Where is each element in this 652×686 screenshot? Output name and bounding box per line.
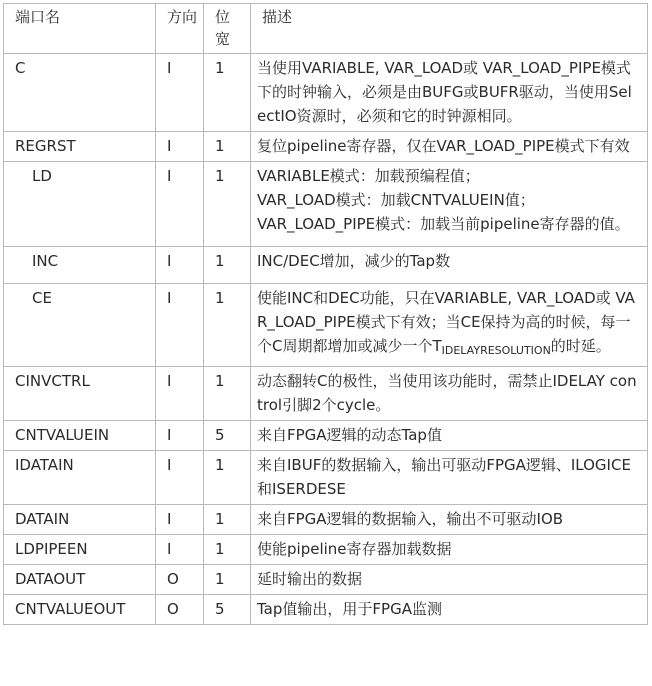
port-direction: I (156, 54, 204, 132)
table-row (4, 132, 648, 162)
description-text: 使能INC和DEC功能，只在VARIABLE, VAR_LOAD或 VAR_LOAD_PIPE模式下有效；当CE保持为高的时候，每一个C周期都增加或减少一个T (257, 289, 635, 355)
port-direction: I (156, 162, 204, 247)
port-description (251, 162, 648, 247)
port-width: 1 (204, 247, 251, 284)
port-table (3, 3, 648, 625)
header-description: 描述 (251, 4, 648, 54)
description-text: INC/DEC增加，减少的Tap数 (257, 252, 451, 270)
port-width: 1 (204, 162, 251, 247)
table-row (4, 535, 648, 565)
port-name: CNTVALUEIN (4, 421, 156, 451)
description-subscript: IDELAYRESOLUTION (441, 344, 551, 357)
port-width: 1 (204, 54, 251, 132)
port-direction: I (156, 451, 204, 505)
table-row (4, 162, 648, 247)
port-description: 动态翻转C的极性，当使用该功能时，需禁止IDELAY control引脚2个cycle。 (251, 367, 648, 421)
port-direction: I (156, 505, 204, 535)
port-name: LD (4, 162, 156, 247)
port-width: 1 (204, 367, 251, 421)
table-row (4, 451, 648, 505)
header-direction: 方向 (156, 4, 204, 54)
port-description: Tap值输出，用于FPGA监测 (251, 595, 648, 625)
table-row (4, 54, 648, 132)
port-direction: I (156, 284, 204, 367)
description-text: 的时延。 (550, 337, 611, 355)
port-description: 当使用VARIABLE, VAR_LOAD或 VAR_LOAD_PIPE模式下的时钟输入，必须是由BUFG或BUFR驱动，当使用SelectIO资源时，必须和它的时钟源相同。 (251, 54, 648, 132)
port-direction: I (156, 367, 204, 421)
port-name: CE (4, 284, 156, 367)
port-description: 延时输出的数据 (251, 565, 648, 595)
table-row (4, 421, 648, 451)
header-row (4, 4, 648, 54)
port-direction: I (156, 132, 204, 162)
table-row (4, 565, 648, 595)
port-name: INC (4, 247, 156, 284)
port-width: 5 (204, 595, 251, 625)
description-line: VARIABLE模式：加载预编程值； (257, 167, 480, 185)
port-name: DATAIN (4, 505, 156, 535)
header-port-name: 端口名 (4, 4, 156, 54)
port-description: 来自FPGA逻辑的动态Tap值 (251, 421, 648, 451)
table-row (4, 247, 648, 284)
port-width: 1 (204, 535, 251, 565)
header-width: 位宽 (204, 4, 251, 54)
port-direction: O (156, 565, 204, 595)
table-row (4, 284, 648, 367)
description-line: VAR_LOAD模式：加载CNTVALUEIN值； (257, 191, 535, 209)
port-name: REGRST (4, 132, 156, 162)
port-description: 来自FPGA逻辑的数据输入，输出不可驱动IOB (251, 505, 648, 535)
port-name: C (4, 54, 156, 132)
port-name: DATAOUT (4, 565, 156, 595)
port-name: CNTVALUEOUT (4, 595, 156, 625)
port-width: 1 (204, 284, 251, 367)
port-name: LDPIPEEN (4, 535, 156, 565)
port-description: 复位pipeline寄存器，仅在VAR_LOAD_PIPE模式下有效 (251, 132, 648, 162)
table-row (4, 505, 648, 535)
port-direction: I (156, 535, 204, 565)
port-name: IDATAIN (4, 451, 156, 505)
port-width: 1 (204, 451, 251, 505)
port-width: 1 (204, 132, 251, 162)
port-width: 1 (204, 565, 251, 595)
port-description (251, 284, 648, 367)
port-width: 5 (204, 421, 251, 451)
table-row (4, 595, 648, 625)
port-direction: I (156, 247, 204, 284)
port-description: 来自IBUF的数据输入，输出可驱动FPGA逻辑、ILOGICE和ISERDESE (251, 451, 648, 505)
port-description: 使能pipeline寄存器加载数据 (251, 535, 648, 565)
table-row (4, 367, 648, 421)
port-name: CINVCTRL (4, 367, 156, 421)
port-direction: I (156, 421, 204, 451)
description-line: VAR_LOAD_PIPE模式：加载当前pipeline寄存器的值。 (257, 215, 630, 233)
port-direction: O (156, 595, 204, 625)
port-description (251, 247, 648, 284)
port-width: 1 (204, 505, 251, 535)
